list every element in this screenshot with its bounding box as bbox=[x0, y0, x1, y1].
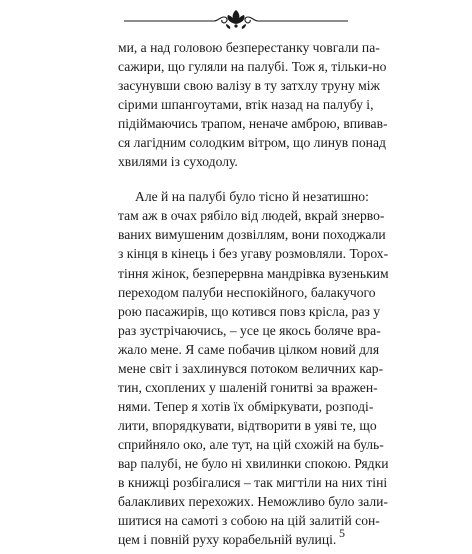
text-line: балакливих перехожих. Неможливо було зали- bbox=[118, 494, 388, 510]
text-line: рою пасажирів, що котився повз крісла, раз у bbox=[118, 303, 381, 319]
paragraph-gap bbox=[118, 171, 354, 187]
text-line: ся лагідним солодким вітром, що линув понад bbox=[118, 135, 386, 151]
text-line: переходом палуби неспокійного, балакучого bbox=[118, 284, 376, 300]
paragraph-2 bbox=[118, 187, 389, 549]
text-line: сірими шпангоутами, втік назад на палубу і, bbox=[118, 97, 374, 113]
text-line: лити, впорядкувати, відтворити в уяві те, що bbox=[118, 417, 377, 433]
text-line: хвилями із суходолу. bbox=[118, 154, 238, 170]
text-line: в книжці розбігалися – так мигтіли на них тіні bbox=[118, 475, 388, 491]
text-line: з кінця в кінець і без угаву розмовляли. Торох- bbox=[118, 246, 389, 262]
text-line: жало мене. Я саме побачив цілком новий для bbox=[118, 341, 380, 357]
text-line: нями. Тепер я хотів їх обміркувати, розподі- bbox=[118, 398, 374, 414]
text-line: Але й на палубі було тісно й незатишно: bbox=[135, 189, 369, 205]
text-line: тіння жінок, безперервна мандрівка вузеньким bbox=[118, 265, 389, 281]
text-line: підіймаючись трапом, неначе амброю, впивав- bbox=[118, 116, 388, 132]
text-line: мене світ і захлинувся потоком величних кар- bbox=[118, 360, 384, 376]
text-line: сприйняло око, але тут, на цій схожій на буль- bbox=[118, 436, 384, 452]
text-line: там аж в очах рябіло від людей, вкрай знерво- bbox=[118, 208, 385, 224]
paragraph-1 bbox=[118, 38, 388, 171]
text-line: ми, а над головою безперестанку човгали па- bbox=[118, 40, 380, 55]
page-body-text bbox=[118, 38, 389, 549]
text-line: сажири, що гуляли на палубі. Тож я, тільки-но bbox=[118, 59, 387, 75]
text-line: ваних вимушеним дозвіллям, вони походжали bbox=[118, 227, 386, 243]
text-line: шитися на самоті з собою на цій залитій сон- bbox=[118, 513, 380, 529]
text-line: тин, схоплених у шаленій гонитві за вражен- bbox=[118, 379, 378, 395]
text-line: вар палубі, не було ні хвилинки спокою. Рядки bbox=[118, 455, 389, 471]
text-line: засунувши свою валізу в ту затхлу труну між bbox=[118, 78, 380, 94]
text-line: цем і повній руху корабельній вулиці. bbox=[118, 532, 337, 548]
page-number: 5 bbox=[339, 526, 345, 540]
text-line: раз зустрічаючись, – усе це якось боляче вра- bbox=[118, 322, 381, 338]
header-ornament bbox=[118, 8, 354, 30]
floral-divider-icon bbox=[118, 8, 354, 30]
